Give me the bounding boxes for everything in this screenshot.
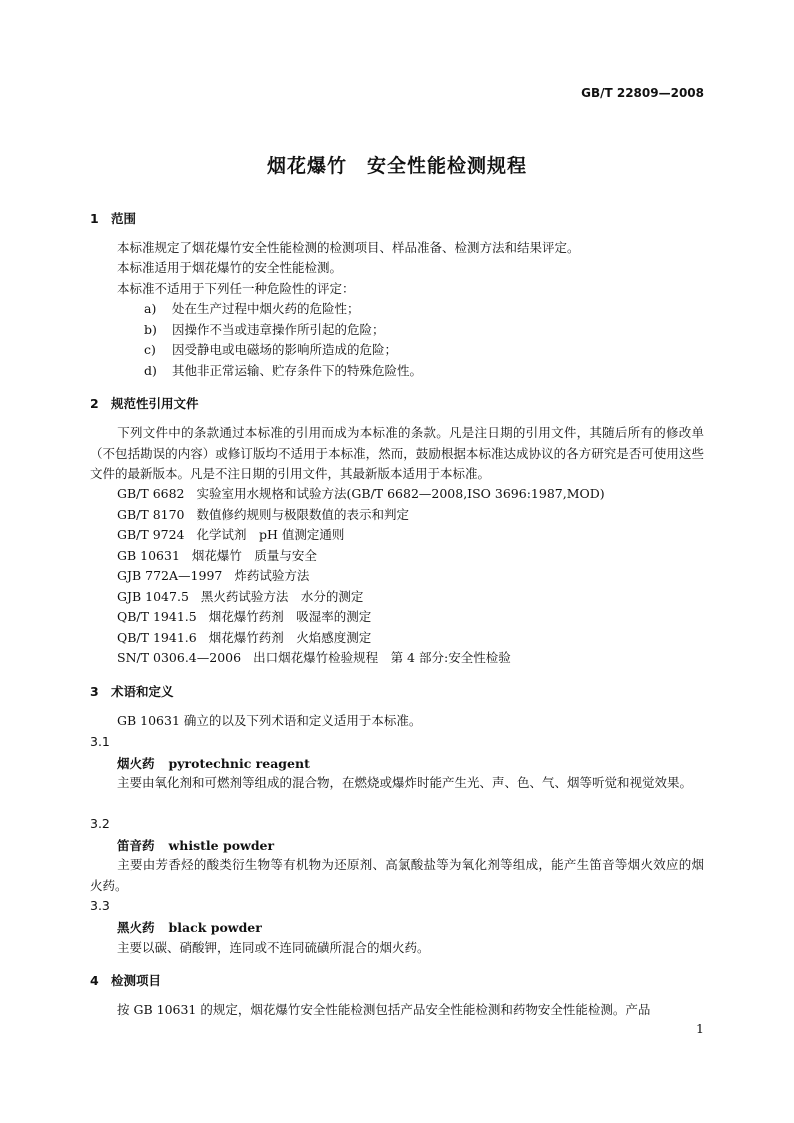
- page-number: 1: [696, 1021, 704, 1036]
- reference-title: 烟花爆竹 质量与安全: [191, 548, 317, 563]
- section-title: 范围: [111, 211, 137, 226]
- term-zh: 黑火药: [117, 920, 155, 935]
- section-number: 2: [90, 396, 99, 411]
- reference-title: 实验室用水规格和试验方法(GB/T 6682—2008,ISO 3696:1987,MOD): [196, 486, 605, 501]
- reference-code: GB 10631: [117, 548, 180, 563]
- term-heading: [117, 754, 310, 772]
- reference-item: [117, 546, 317, 567]
- reference-title: 烟花爆竹药剂 火焰感度测定: [208, 630, 372, 645]
- reference-code: GB/T 8170: [117, 507, 185, 522]
- term-en: pyrotechnic reagent: [168, 756, 310, 771]
- term-number: 3.2: [90, 816, 110, 831]
- list-item: [144, 320, 385, 341]
- section-4-heading: [90, 971, 161, 989]
- term-definition: [90, 773, 704, 794]
- reference-title: 炸药试验方法: [234, 568, 310, 583]
- reference-item: [117, 587, 363, 608]
- reference-title: 数值修约规则与极限数值的表示和判定: [196, 507, 410, 522]
- term-en: black powder: [168, 920, 262, 935]
- paragraph: 按 GB 10631 的规定，烟花爆竹安全性能检测包括产品安全性能检测和药物安全性能检测。产品: [117, 1002, 651, 1017]
- reference-code: SN/T 0306.4—2006: [117, 650, 242, 665]
- section-number: 4: [90, 973, 99, 988]
- reference-item: [117, 525, 344, 546]
- reference-title: 出口烟花爆竹检验规程 第 4 部分:安全性检验: [253, 650, 511, 665]
- paragraph: [90, 423, 704, 485]
- reference-code: GJB 772A—1997: [117, 568, 223, 583]
- reference-item: [117, 566, 309, 587]
- section-1-heading: [90, 209, 136, 227]
- reference-code: GB/T 9724: [117, 527, 185, 542]
- reference-title: 化学试剂 pH 值测定通则: [196, 527, 345, 542]
- section-3-heading: [90, 682, 174, 700]
- list-item: [144, 361, 422, 382]
- list-text: 因操作不当或违章操作所引起的危险；: [172, 322, 385, 337]
- reference-code: QB/T 1941.5: [117, 609, 197, 624]
- list-item: [144, 299, 360, 320]
- section-number: 3: [90, 684, 99, 699]
- paragraph-text: 下列文件中的条款通过本标准的引用而成为本标准的条款。凡是注日期的引用文件，其随后所有的修改单（不包括勘误的内容）或修订版均不适用于本标准，然而，鼓励根据本标准达成协议的各方研究是否可使用这些文件的最新版本。凡是不注日期的引用文件，其最新版本适用于本标准。: [90, 425, 704, 481]
- reference-title: 黑火药试验方法 水分的测定: [200, 589, 364, 604]
- paragraph: 本标准规定了烟花爆竹安全性能检测的检测项目、样品准备、检测方法和结果评定。: [117, 240, 580, 255]
- paragraph: 本标准适用于烟花爆竹的安全性能检测。: [117, 260, 343, 275]
- standard-number: GB/T 22809—2008: [581, 86, 704, 100]
- reference-code: QB/T 1941.6: [117, 630, 197, 645]
- term-heading: [117, 836, 274, 854]
- reference-item: [117, 607, 371, 628]
- reference-item: [117, 648, 511, 669]
- section-title: 规范性引用文件: [111, 396, 199, 411]
- reference-item: [117, 484, 605, 505]
- section-title: 术语和定义: [111, 684, 174, 699]
- term-number: 3.1: [90, 734, 110, 749]
- definition-text: 主要由氧化剂和可燃剂等组成的混合物，在燃烧或爆炸时能产生光、声、色、气、烟等听觉和视觉效果。: [117, 775, 693, 790]
- definition-text: 主要由芳香烃的酸类衍生物等有机物为还原剂、高氯酸盐等为氧化剂等组成，能产生笛音等烟火效应的烟火药。: [90, 857, 704, 893]
- list-label: b): [144, 322, 157, 337]
- list-text: 处在生产过程中烟火药的危险性；: [172, 301, 360, 316]
- reference-item: [117, 628, 371, 649]
- reference-code: GB/T 6682: [117, 486, 185, 501]
- section-title: 检测项目: [111, 973, 162, 988]
- term-number: 3.3: [90, 898, 110, 913]
- term-heading: [117, 918, 262, 936]
- list-label: c): [144, 342, 156, 357]
- list-label: d): [144, 363, 157, 378]
- document-title: 烟花爆竹 安全性能检测规程: [266, 155, 527, 177]
- paragraph: 本标准不适用于下列任一种危险性的评定：: [117, 281, 355, 296]
- reference-code: GJB 1047.5: [117, 589, 189, 604]
- reference-title: 烟花爆竹药剂 吸湿率的测定: [208, 609, 372, 624]
- list-item: [144, 340, 397, 361]
- list-label: a): [144, 301, 157, 316]
- term-zh: 烟火药: [117, 756, 155, 771]
- paragraph: GB 10631 确立的以及下列术语和定义适用于本标准。: [117, 713, 422, 728]
- term-en: whistle powder: [168, 838, 275, 853]
- section-number: 1: [90, 211, 99, 226]
- term-zh: 笛音药: [117, 838, 155, 853]
- term-definition: 主要以碳、硝酸钾，连同或不连同硫磺所混合的烟火药。: [117, 940, 430, 955]
- list-text: 因受静电或电磁场的影响所造成的危险；: [172, 342, 398, 357]
- section-2-heading: [90, 394, 199, 412]
- reference-item: [117, 505, 409, 526]
- list-text: 其他非正常运输、贮存条件下的特殊危险性。: [172, 363, 423, 378]
- term-definition: [90, 855, 704, 896]
